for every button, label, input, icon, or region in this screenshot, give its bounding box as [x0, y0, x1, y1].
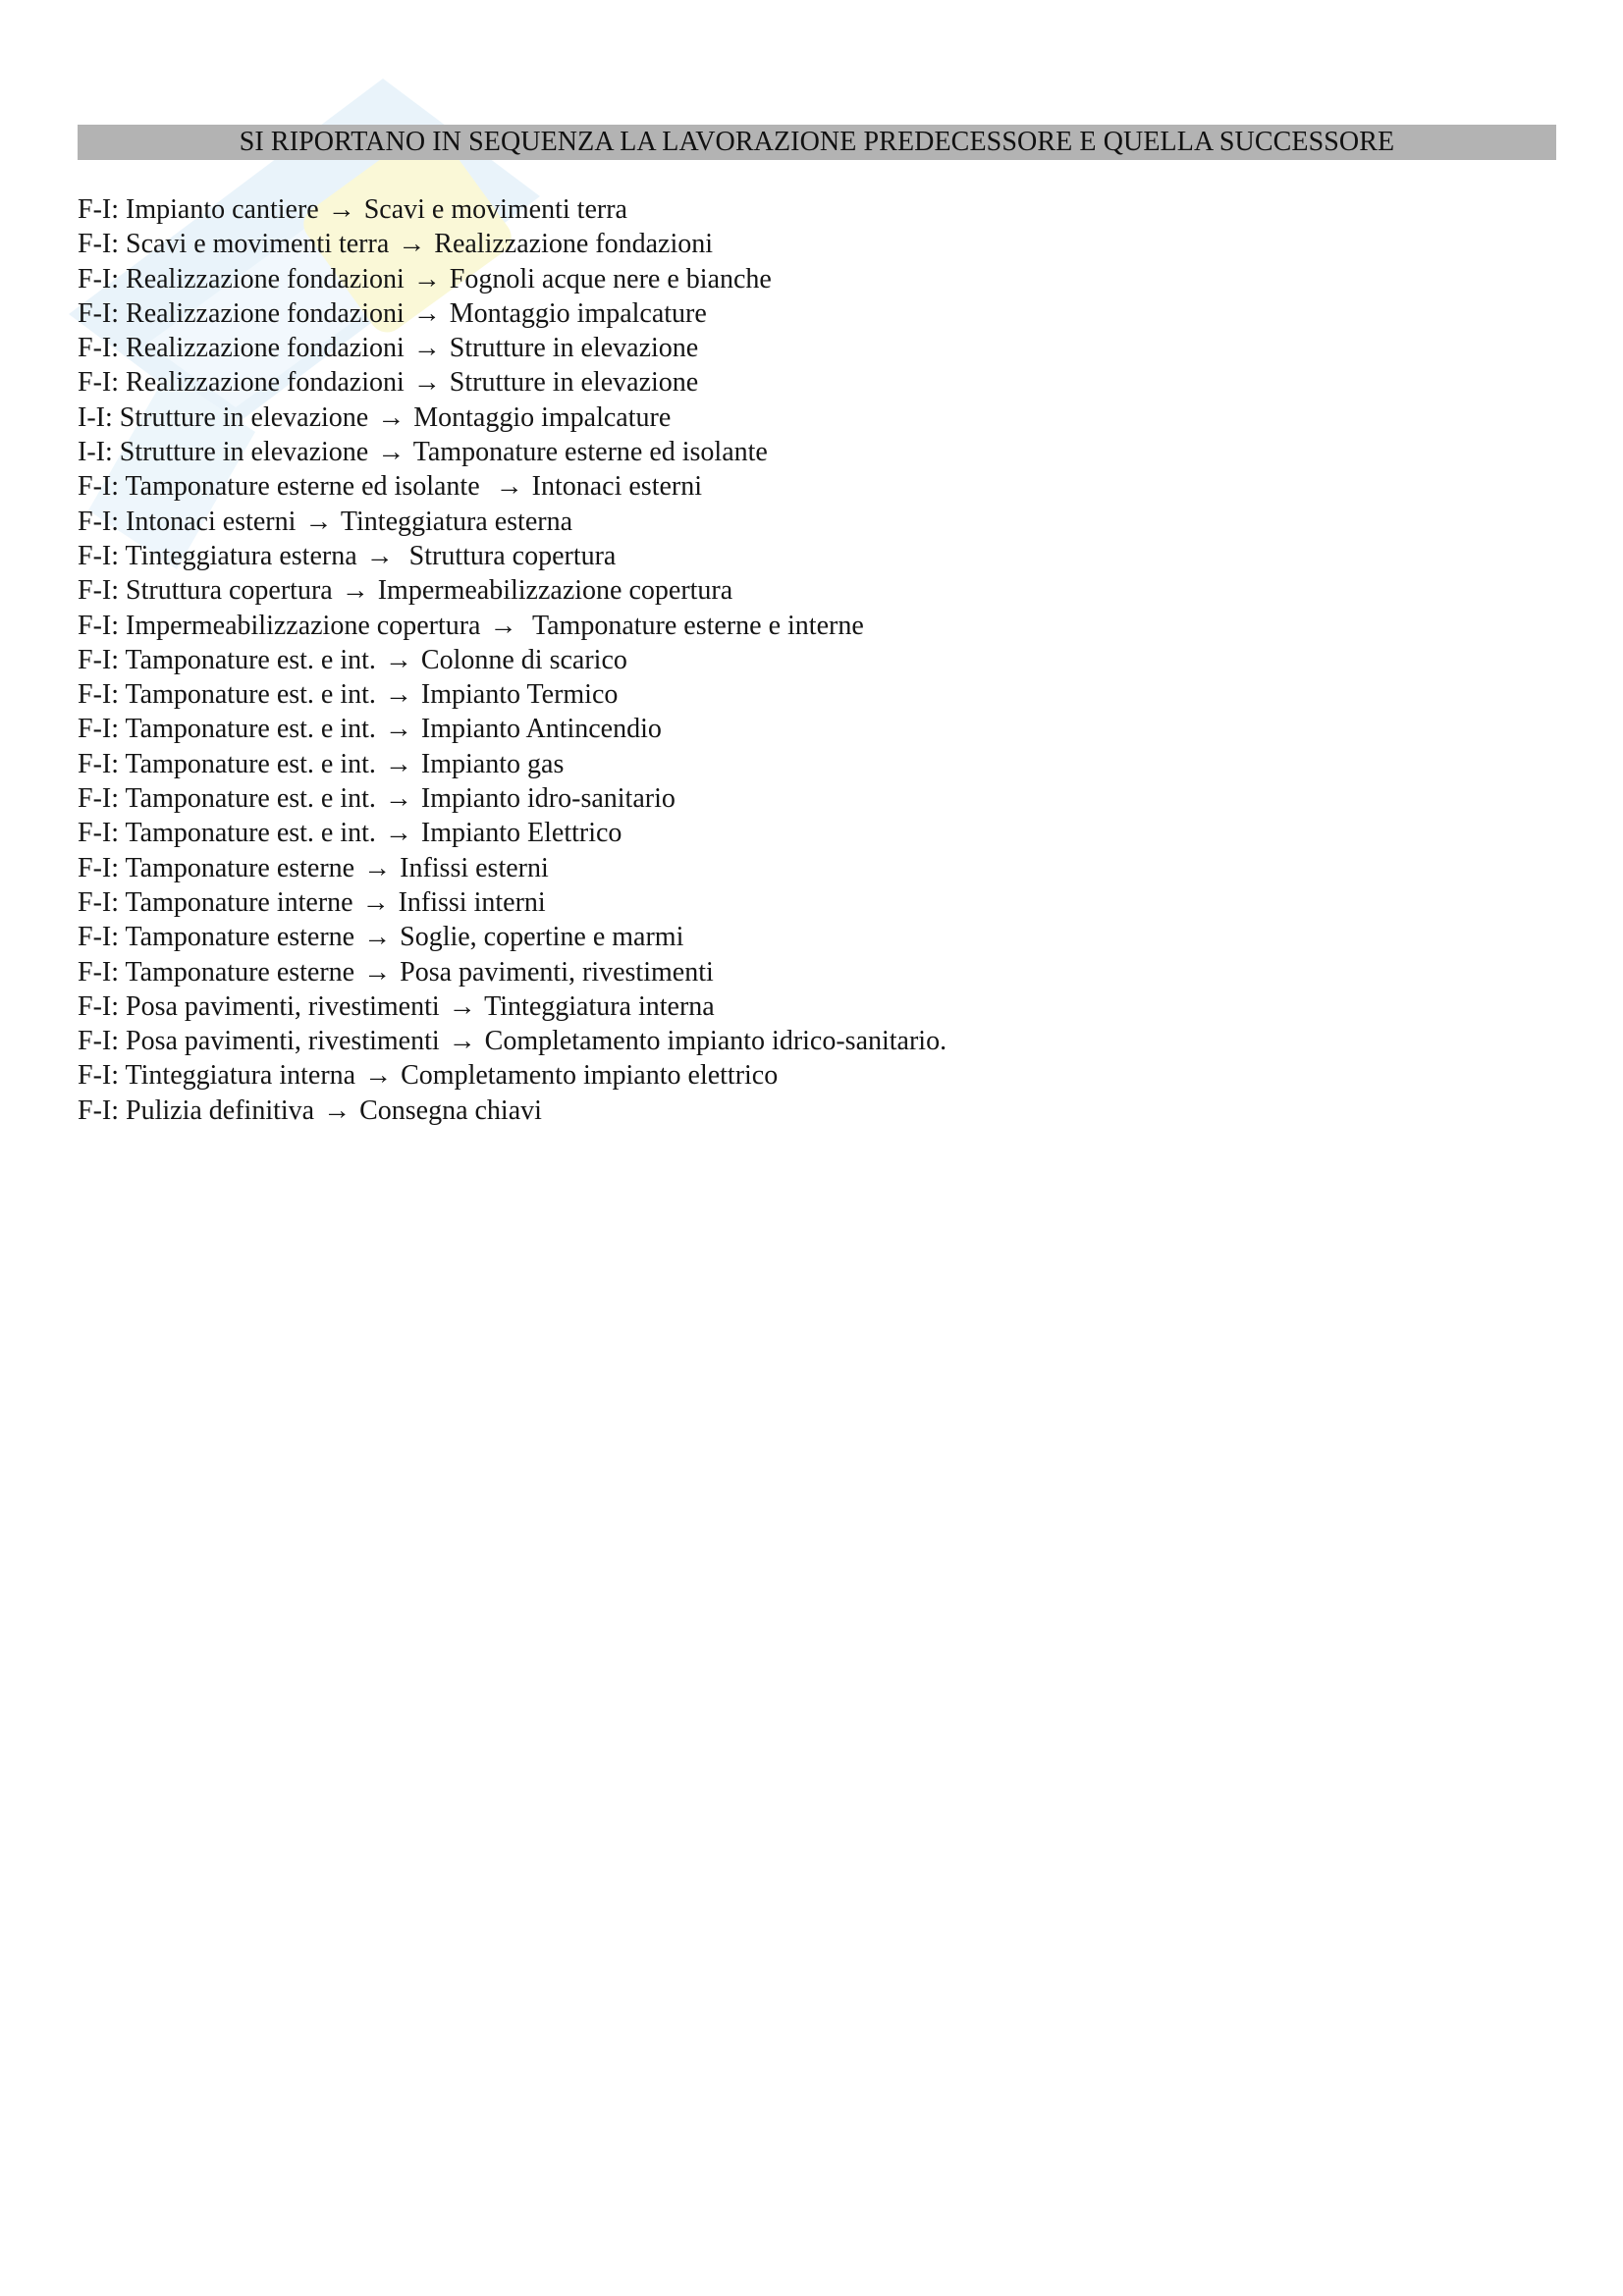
predecessor-task: Tamponature esterne [125, 922, 355, 953]
arrow-icon: → [412, 263, 441, 294]
relation-type: F-I [78, 297, 112, 329]
sequence-row: F-I: Tamponature est. e int. → Impianto Termico [78, 679, 619, 711]
relation-type: F-I [78, 783, 112, 815]
successor-task: Realizzazione fondazioni [434, 229, 714, 260]
predecessor-task: Realizzazione fondazioni [126, 367, 405, 399]
relation-type: F-I [78, 575, 112, 607]
relation-type: F-I [78, 540, 112, 571]
arrow-icon: → [363, 922, 392, 953]
arrow-icon: → [384, 679, 412, 711]
successor-task: Montaggio impalcature [413, 401, 672, 433]
arrow-icon: → [384, 818, 412, 849]
arrow-icon: → [323, 1095, 352, 1126]
predecessor-task: Scavi e movimenti terra [126, 229, 390, 260]
successor-task: Tamponature esterne e interne [525, 610, 864, 641]
arrow-icon: → [384, 783, 412, 815]
sequence-row: F-I: Tamponature esterne → Infissi esterni [78, 852, 549, 883]
sequence-row: F-I: Realizzazione fondazioni → Fognoli acque nere e bianche [78, 263, 772, 294]
arrow-icon: → [363, 852, 392, 883]
sequence-row: F-I: Tinteggiatura interna → Completamento impianto elettrico [78, 1060, 779, 1092]
relation-type: F-I [78, 852, 112, 883]
arrow-icon: → [384, 748, 412, 779]
relation-type: F-I [78, 471, 112, 503]
relation-type: F-I [78, 990, 112, 1022]
arrow-icon: → [304, 506, 333, 537]
successor-task: Infissi esterni [400, 852, 549, 883]
relation-type: F-I [78, 886, 112, 918]
successor-task: Strutture in elevazione [449, 367, 699, 399]
relation-type: F-I [78, 333, 112, 364]
sequence-row: F-I: Tamponature esterne → Posa pavimenti, rivestimenti [78, 956, 714, 988]
predecessor-task: Tamponature esterne [125, 956, 355, 988]
predecessor-task: Strutture in elevazione [119, 401, 369, 433]
arrow-icon: → [377, 437, 406, 468]
sequence-row: F-I: Tamponature esterne → Soglie, copertine e marmi [78, 922, 684, 953]
relation-type: F-I [78, 1026, 112, 1057]
arrow-icon: → [361, 886, 390, 918]
successor-task: Impianto gas [420, 748, 565, 779]
predecessor-task: Strutture in elevazione [119, 437, 369, 468]
document-page [78, 125, 1556, 1128]
successor-task: Infissi interni [398, 886, 546, 918]
successor-task: Intonaci esterni [531, 471, 703, 503]
predecessor-task: Tinteggiatura interna [125, 1060, 356, 1092]
sequence-row: F-I: Intonaci esterni → Tinteggiatura esterna [78, 506, 573, 537]
predecessor-task: Posa pavimenti, rivestimenti [126, 990, 440, 1022]
predecessor-task: Tamponature est. e int. [125, 818, 376, 849]
sequence-row: I-I: Strutture in elevazione → Tamponature esterne ed isolante [78, 437, 768, 468]
predecessor-task: Tinteggiatura esterna [125, 540, 357, 571]
successor-task: Impianto Termico [420, 679, 619, 711]
relation-type: I-I [78, 401, 105, 433]
arrow-icon: → [412, 333, 441, 364]
predecessor-task: Tamponature est. e int. [125, 714, 376, 745]
relation-type: I-I [78, 437, 105, 468]
relation-type: F-I [78, 610, 112, 641]
sequence-row: F-I: Tamponature est. e int. → Impianto idro-sanitario [78, 783, 676, 815]
relation-type: F-I [78, 263, 112, 294]
arrow-icon: → [365, 540, 394, 571]
successor-task: Strutture in elevazione [449, 333, 699, 364]
relation-type: F-I [78, 229, 112, 260]
predecessor-task: Realizzazione fondazioni [126, 333, 405, 364]
successor-task: Impianto idro-sanitario [420, 783, 676, 815]
sequence-row: F-I: Scavi e movimenti terra → Realizzazione fondazioni [78, 229, 714, 260]
relation-type: F-I [78, 1095, 112, 1126]
sequence-row: F-I: Posa pavimenti, rivestimenti → Tinteggiatura interna [78, 990, 715, 1022]
successor-task: Soglie, copertine e marmi [400, 922, 684, 953]
predecessor-task: Realizzazione fondazioni [126, 297, 405, 329]
successor-task: Colonne di scarico [420, 644, 627, 675]
relation-type: F-I [78, 506, 112, 537]
successor-task: Montaggio impalcature [449, 297, 707, 329]
predecessor-task: Struttura copertura [126, 575, 333, 607]
sequence-row: F-I: Tinteggiatura esterna → Struttura copertura [78, 540, 617, 571]
predecessor-task: Pulizia definitiva [126, 1095, 315, 1126]
sequence-row: F-I: Tamponature est. e int. → Impianto gas [78, 748, 565, 779]
relation-type: F-I [78, 1060, 112, 1092]
relation-type: F-I [78, 956, 112, 988]
sequence-row: F-I: Posa pavimenti, rivestimenti → Completamento impianto idrico-sanitario. [78, 1026, 947, 1057]
predecessor-task: Tamponature interne [125, 886, 353, 918]
successor-task: Posa pavimenti, rivestimenti [400, 956, 714, 988]
sequence-row: I-I: Strutture in elevazione → Montaggio impalcature [78, 401, 672, 433]
arrow-icon: → [448, 990, 476, 1022]
sequence-row: F-I: Pulizia definitiva → Consegna chiavi [78, 1095, 542, 1126]
arrow-icon: → [489, 610, 517, 641]
sequence-row: F-I: Tamponature est. e int. → Impianto Elettrico [78, 818, 622, 849]
section-header: SI RIPORTANO IN SEQUENZA LA LAVORAZIONE PREDECESSORE E QUELLA SUCCESSORE [78, 125, 1556, 160]
predecessor-task: Intonaci esterni [126, 506, 297, 537]
relation-type: F-I [78, 367, 112, 399]
arrow-icon: → [364, 1060, 393, 1092]
successor-task: Fognoli acque nere e bianche [449, 263, 772, 294]
successor-task: Completamento impianto elettrico [401, 1060, 779, 1092]
relation-type: F-I [78, 194, 112, 225]
successor-task: Tinteggiatura esterna [340, 506, 573, 537]
arrow-icon: → [363, 956, 392, 988]
predecessor-task: Tamponature est. e int. [125, 748, 376, 779]
successor-task: Impermeabilizzazione copertura [377, 575, 733, 607]
sequence-row: F-I: Realizzazione fondazioni → Strutture in elevazione [78, 333, 699, 364]
arrow-icon: → [448, 1026, 476, 1057]
arrow-icon: → [412, 367, 441, 399]
predecessor-task: Posa pavimenti, rivestimenti [126, 1026, 440, 1057]
relation-type: F-I [78, 748, 112, 779]
relation-type: F-I [78, 922, 112, 953]
predecessor-task: Tamponature est. e int. [125, 644, 376, 675]
arrow-icon: → [377, 401, 406, 433]
sequence-row: F-I: Impianto cantiere → Scavi e movimenti terra [78, 194, 627, 225]
predecessor-task: Tamponature esterne ed isolante [125, 471, 487, 503]
relation-type: F-I [78, 679, 112, 711]
predecessor-task: Tamponature est. e int. [125, 679, 376, 711]
arrow-icon: → [412, 297, 441, 329]
successor-task: Tamponature esterne ed isolante [412, 437, 768, 468]
arrow-icon: → [384, 644, 412, 675]
successor-task: Impianto Elettrico [420, 818, 622, 849]
predecessor-task: Impianto cantiere [126, 194, 319, 225]
sequence-row: F-I: Impermeabilizzazione copertura → Tamponature esterne e interne [78, 610, 864, 641]
predecessor-task: Tamponature est. e int. [125, 783, 376, 815]
sequence-row: F-I: Struttura copertura → Impermeabilizzazione copertura [78, 575, 733, 607]
predecessor-task: Impermeabilizzazione copertura [126, 610, 481, 641]
relation-type: F-I [78, 818, 112, 849]
sequence-row: F-I: Tamponature est. e int. → Impianto Antincendio [78, 714, 662, 745]
arrow-icon: → [341, 575, 369, 607]
predecessor-task: Realizzazione fondazioni [126, 263, 405, 294]
sequence-row: F-I: Realizzazione fondazioni → Montaggio impalcature [78, 297, 707, 329]
successor-task: Impianto Antincendio [420, 714, 662, 745]
arrow-icon: → [495, 471, 523, 503]
sequence-row: F-I: Realizzazione fondazioni → Strutture in elevazione [78, 367, 699, 399]
successor-task: Consegna chiavi [359, 1095, 542, 1126]
successor-task: Scavi e movimenti terra [363, 194, 627, 225]
arrow-icon: → [327, 194, 355, 225]
sequence-row: F-I: Tamponature esterne ed isolante → Intonaci esterni [78, 471, 703, 503]
sequence-row: F-I: Tamponature interne → Infissi interni [78, 886, 546, 918]
sequence-row: F-I: Tamponature est. e int. → Colonne di scarico [78, 644, 627, 675]
successor-task: Struttura copertura [402, 540, 617, 571]
arrow-icon: → [398, 229, 426, 260]
relation-type: F-I [78, 714, 112, 745]
relation-type: F-I [78, 644, 112, 675]
sequence-list [78, 192, 1556, 1128]
predecessor-task: Tamponature esterne [125, 852, 355, 883]
successor-task: Completamento impianto idrico-sanitario. [484, 1026, 947, 1057]
successor-task: Tinteggiatura interna [484, 990, 715, 1022]
arrow-icon: → [384, 714, 412, 745]
